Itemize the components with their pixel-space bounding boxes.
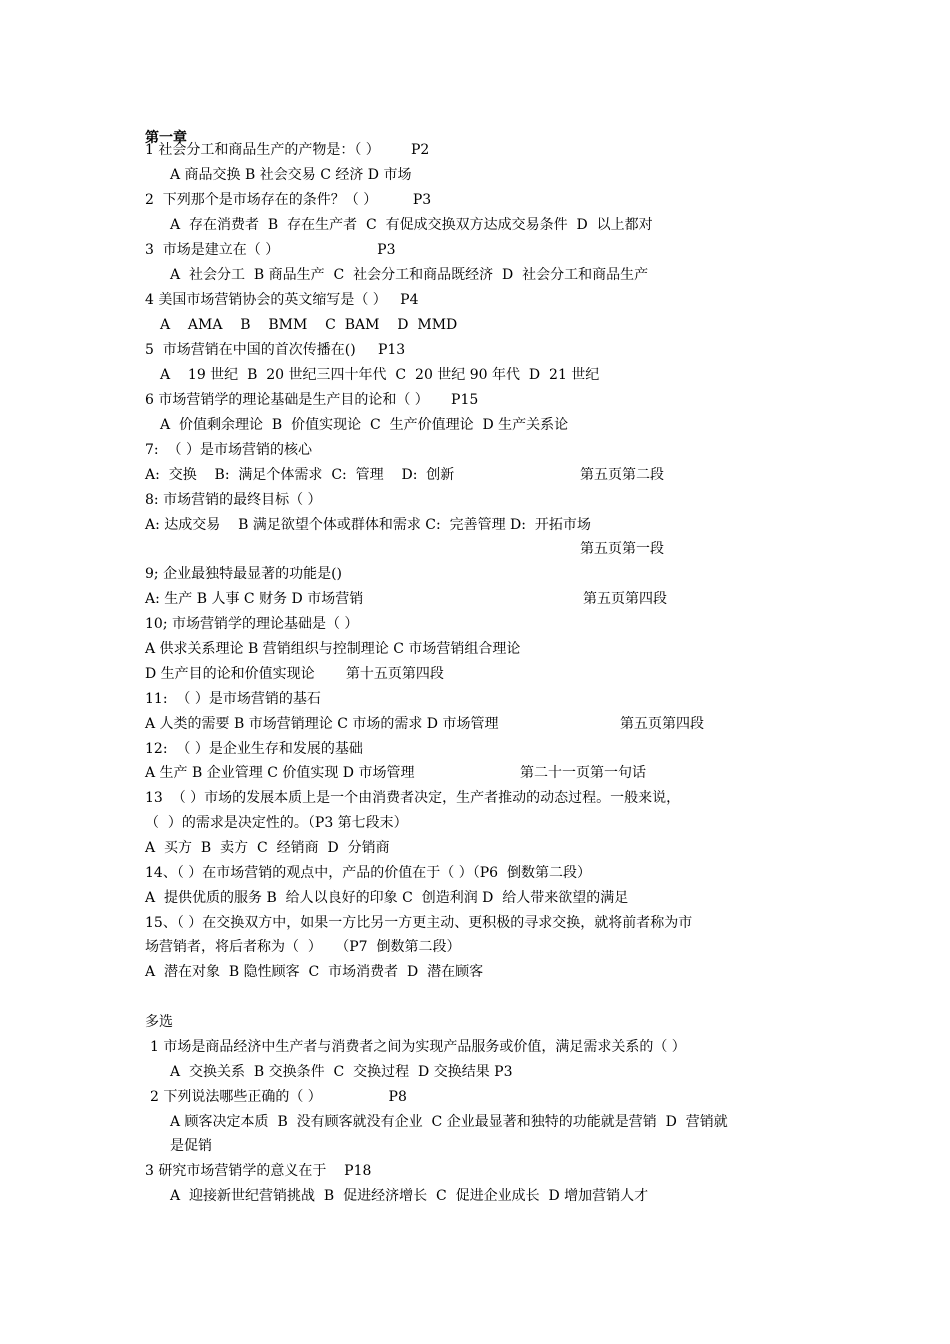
text-line-q4-options: A AMA B BMM C BAM D MMD [160, 317, 458, 333]
text-line-q11: 11: （ ）是市场营销的基石 [145, 691, 321, 707]
text-line-q12: 12: （ ）是企业生存和发展的基础 [145, 741, 363, 757]
text-line-q5-options: A 19 世纪 B 20 世纪三四十年代 C 20 世纪 90 年代 D 21 世纪 [160, 367, 600, 383]
text-line-q5: 5 市场营销在中国的首次传播在() P13 [145, 342, 406, 358]
text-line-q13-options: A 买方 B 卖方 C 经销商 D 分销商 [145, 840, 390, 856]
text-line-m2-options-2: 是促销 [170, 1138, 212, 1154]
text-line-q14-options: A 提供优质的服务 B 给人以良好的印象 C 创造利润 D 给人带来欲望的满足 [145, 890, 629, 906]
text-line-q15-1: 15、（ ）在交换双方中，如果一方比另一方更主动、更积极的寻求交换，就将前者称为市 [145, 915, 693, 931]
text-line-q8-ref: 第五页第一段 [580, 541, 664, 557]
text-line-q3: 3 市场是建立在（ ） P3 [145, 242, 396, 258]
text-line-q13-1: 13 （ ）市场的发展本质上是一个由消费者决定，生产者推动的动态过程。一般来说， [145, 790, 681, 806]
text-line-q1: 1 社会分工和商品生产的产物是：（ ） P2 [145, 142, 430, 158]
text-line-q7-options: A: 交换 B: 满足个体需求 C: 管理 D: 创新 [145, 467, 455, 483]
text-line-q15-options: A 潜在对象 B 隐性顾客 C 市场消费者 D 潜在顾客 [145, 964, 484, 980]
text-line-q7-ref: 第五页第二段 [580, 467, 664, 483]
text-line-q1-options: A 商品交换 B 社会交易 C 经济 D 市场 [170, 167, 412, 183]
text-line-q9-options: A: 生产 B 人事 C 财务 D 市场营销 [145, 591, 364, 607]
text-line-q8-options: A: 达成交易 B 满足欲望个体或群体和需求 C: 完善管理 D: 开拓市场 [145, 517, 591, 533]
text-line-m1-options: A 交换关系 B 交换条件 C 交换过程 D 交换结果 P3 [170, 1064, 513, 1080]
text-line-q14: 14、（ ）在市场营销的观点中，产品的价值在于（ ）（P6 倒数第二段） [145, 865, 591, 881]
text-line-q2: 2 下列那个是市场存在的条件？（ ） P3 [145, 192, 432, 208]
text-line-q6-options: A 价值剩余理论 B 价值实现论 C 生产价值理论 D 生产关系论 [160, 417, 569, 433]
text-line-q7: 7: （ ）是市场营销的核心 [145, 442, 312, 458]
text-line-q10: 10; 市场营销学的理论基础是（ ） [145, 616, 359, 632]
text-line-q15-2: 场营销者，将后者称为（ ） （P7 倒数第二段） [145, 939, 461, 955]
text-line-m3-options: A 迎接新世纪营销挑战 B 促进经济增长 C 促进企业成长 D 增加营销人才 [170, 1188, 649, 1204]
text-line-q10-options-1: A 供求关系理论 B 营销组织与控制理论 C 市场营销组合理论 [145, 641, 521, 657]
text-line-q2-options: A 存在消费者 B 存在生产者 C 有促成交换双方达成交易条件 D 以上都对 [170, 217, 653, 233]
text-line-q11-ref: 第五页第四段 [620, 716, 704, 732]
text-line-q11-options: A 人类的需要 B 市场营销理论 C 市场的需求 D 市场管理 [145, 716, 499, 732]
text-line-m1: 1 市场是商品经济中生产者与消费者之间为实现产品服务或价值，满足需求关系的（ ） [150, 1039, 686, 1055]
text-line-q12-ref: 第二十一页第一句话 [520, 765, 646, 781]
text-line-m3: 3 研究市场营销学的意义在于 P18 [145, 1163, 372, 1179]
text-line-q13-2: （ ）的需求是决定性的。（P3 第七段末） [145, 815, 408, 831]
text-line-q6: 6 市场营销学的理论基础是生产目的论和（ ） P15 [145, 392, 479, 408]
text-line-q4: 4 美国市场营销协会的英文缩写是（ ） P4 [145, 292, 419, 308]
text-line-q12-options: A 生产 B 企业管理 C 价值实现 D 市场管理 [145, 765, 415, 781]
text-line-m2: 2 下列说法哪些正确的（ ） P8 [150, 1089, 407, 1105]
text-line-multi-heading: 多选 [145, 1014, 173, 1030]
text-line-q8: 8: 市场营销的最终目标（ ） [145, 492, 322, 508]
text-line-q9: 9; 企业最独特最显著的功能是() [145, 566, 342, 582]
text-line-q10-options-2: D 生产目的论和价值实现论 第十五页第四段 [145, 666, 444, 682]
text-line-m2-options-1: A 顾客决定本质 B 没有顾客就没有企业 C 企业最显著和独特的功能就是营销 D 营销就 [170, 1114, 728, 1130]
text-line-q9-ref: 第五页第四段 [583, 591, 667, 607]
text-line-q3-options: A 社会分工 B 商品生产 C 社会分工和商品既经济 D 社会分工和商品生产 [170, 267, 649, 283]
chapter-title: 第一章 [145, 130, 187, 146]
